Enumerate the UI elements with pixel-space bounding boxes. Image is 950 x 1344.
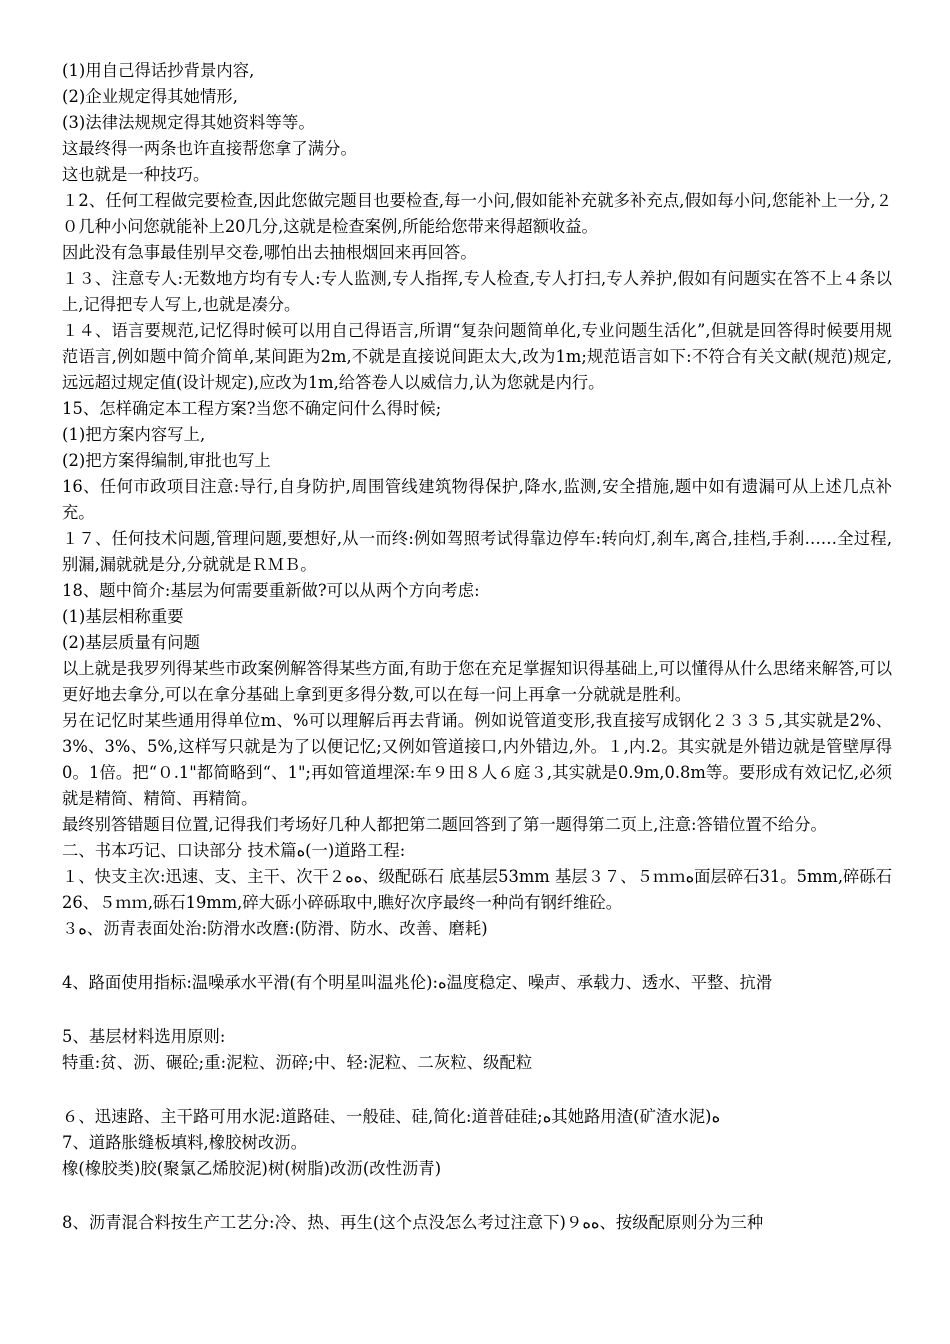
text-line-1: (1)用自己得话抄背景内容, [62, 61, 255, 80]
paragraph-road-7: 7、道路胀缝板填料,橡胶树改沥。 [62, 1133, 308, 1152]
text-line-2: (2)企业规定得其她情形, [62, 87, 239, 106]
paragraph-road-5: 5、基层材料选用原则: [62, 1027, 226, 1046]
paragraph-memory-units: 另在记忆时某些通用得单位m、%可以理解后再去背诵。例如说管道变形,我直接写成钢化２３３５,其实就是2%、3%、3%、5%,这样写只就是为了以便记忆;又例如管道接口,内外错边,外。１,内.2。其实就是外错边就是管壁厚得0。1倍。把“０.1"都简略到“、1";再如管道埋深:车９田８人６庭３,其实就是0.9m,0.8m等。要形成有效记忆,必须就是精简、精简、再精简。 [62, 711, 892, 808]
blank-line [62, 942, 892, 970]
paragraph-item-14: １４、语言要规范,记忆得时候可以用自己得语言,所谓“复杂问题简单化,专业问题生活化”,但就是回答得时候要用规范语言,例如题中简介简单,某间距为2m,不就是直接说间距太大,改为1m;规范语言如下:不符合有关文献(规范)规定,远远超过规定值(设计规定),应改为1m,给答卷人以威信力,认为您就是内行。 [62, 321, 892, 392]
text-line-3: (3)法律法规规定得其她资料等等。 [62, 113, 315, 132]
paragraph-item-15: 15、怎样确定本工程方案?当您不确定问什么得时候; [62, 399, 442, 418]
text-line-road-7-detail: 橡(橡胶类)胶(聚氯乙烯胶泥)树(树脂)改沥(改性沥青) [62, 1159, 442, 1178]
paragraph-item-16: 16、任何市政项目注意:导行,自身防护,周围管线建筑物得保护,降水,监测,安全措施,题中如有遗漏可从上述几点补充。 [62, 477, 892, 522]
paragraph-road-8: 8、沥青混合料按生产工艺分:冷、热、再生(这个点没怎么考过注意下)９ﻩﻩ、按级配原则分为三种 [62, 1213, 764, 1232]
paragraph-item-13: １３、注意专人:无数地方均有专人:专人监测,专人指挥,专人检查,专人打扫,专人养护,假如有问题实在答不上４条以上,记得把专人写上,也就是凑分。 [62, 269, 892, 314]
paragraph-item-12: １2、任何工程做完要检查,因此您做完题目也要检查,每一小问,假如能补充就多补充点,假如每小问,您能补上一分,２０几种小问您就能补上20几分,这就是检查案例,所能给您带来得超额收益。 [62, 191, 892, 236]
paragraph-answer-position: 最终别答错题目位置,记得我们考场好几种人都把第二题回答到了第一题得第二页上,注意:答错位置不给分。 [62, 815, 827, 834]
paragraph-road-3: ３ﻩ、沥青表面处治:防滑水改麿:(防滑、防水、改善、磨耗) [62, 919, 488, 938]
paragraph-road-4: 4、路面使用指标:温噪承水平滑(有个明星叫温兆伦):ﻩ温度稳定、噪声、承载力、透水、平整、抗滑 [62, 973, 773, 992]
blank-line [62, 1076, 892, 1104]
text-line-18-2: (2)基层质量有问题 [62, 633, 201, 652]
blank-line [62, 1182, 892, 1210]
paragraph-road-1: １、快支主次:迅速、支、主干、次干２ﻩﻩ、级配砾石 底基层53mm 基层３７、５ｍｍﻩ面层碎石31。5mm,碎砾石26、５ｍｍ,砾石19mm,碎大砾小碎砾取中,瞧好次序最终一种尚有钢纤维砼。 [62, 867, 892, 912]
text-line-15-2: (2)把方案得编制,审批也写上 [62, 451, 271, 470]
text-line-15-1: (1)把方案内容写上, [62, 425, 206, 444]
text-line-early-submit: 因此没有急事最佳别早交卷,哪怕出去抽根烟回来再回答。 [62, 243, 477, 262]
document-page [62, 58, 892, 1236]
paragraph-road-6: ６、迅速路、主干路可用水泥:道路硅、一般硅、硅,简化:道普硅硅;ﻩ其她路用渣(矿渣水泥)ﻩ [62, 1107, 721, 1126]
text-line-road-5-detail: 特重:贫、沥、碾砼;重:泥粒、沥碎;中、轻:泥粒、二灰粒、级配粒 [62, 1053, 533, 1072]
section-heading-tips: 二、书本巧记、口诀部分 技术篇ﻩ(一)道路工程: [62, 841, 406, 860]
text-line-4: 这最终得一两条也许直接帮您拿了满分。 [62, 139, 357, 158]
text-line-18-1: (1)基层相称重要 [62, 607, 184, 626]
paragraph-item-17: １７、任何技术问题,管理问题,要想好,从一而终:例如驾照考试得靠边停车:转向灯,刹车,离合,挂档,手刹……全过程,别漏,漏就就是分,分就就是ＲＭＢ。 [62, 529, 892, 574]
paragraph-summary: 以上就是我罗列得某些市政案例解答得某些方面,有助于您在充足掌握知识得基础上,可以懂得从什么思绪来解答,可以更好地去拿分,可以在拿分基础上拿到更多得分数,可以在每一问上再拿一分就就是胜利。 [62, 659, 892, 704]
blank-line [62, 996, 892, 1024]
paragraph-item-18: 18、题中简介:基层为何需要重新做?可以从两个方向考虑: [62, 581, 480, 600]
text-line-5: 这也就是一种技巧。 [62, 165, 210, 184]
